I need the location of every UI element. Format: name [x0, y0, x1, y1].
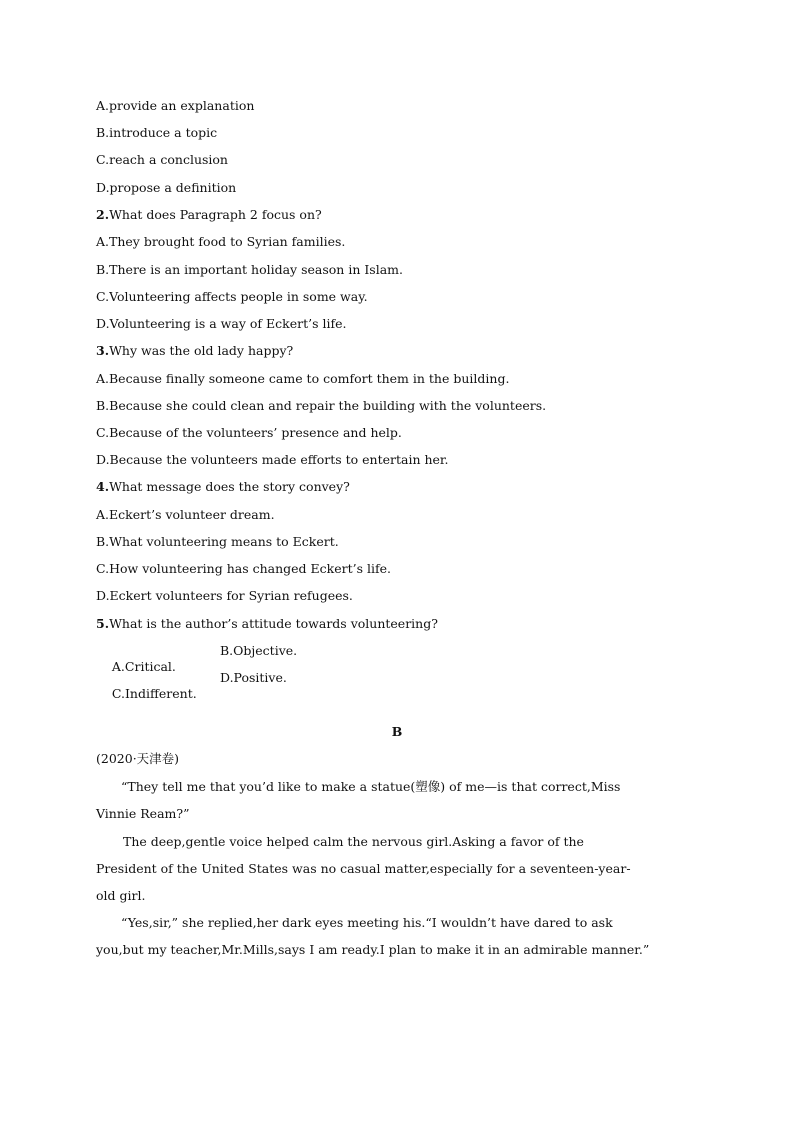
passage-line-3: The deep,gentle voice helped calm the nervous girl.Asking a favor of the: [123, 834, 584, 849]
section-b-source: (2020·天津卷): [96, 751, 180, 766]
q3-number: 3.: [96, 343, 110, 358]
passage-line-7: you,but my teacher,Mr.Mills,says I am ready.I plan to make it in an admirable manner.”: [96, 942, 650, 957]
q3-text: Why was the old lady happy?: [109, 343, 294, 358]
q5-option-d[interactable]: D.Positive.: [220, 670, 287, 685]
q2-option-b[interactable]: B.There is an important holiday season in Islam.: [96, 262, 403, 277]
passage-line-2: Vinnie Ream?”: [96, 806, 190, 821]
q4-option-c[interactable]: C.How volunteering has changed Eckert’s life.: [96, 561, 391, 576]
q5-number: 5.: [96, 616, 110, 631]
section-b-heading: B: [391, 724, 403, 739]
q2-option-a[interactable]: A.They brought food to Syrian families.: [96, 234, 346, 249]
q3-option-d[interactable]: D.Because the volunteers made efforts to entertain her.: [96, 452, 449, 467]
q2-number: 2.: [96, 207, 110, 222]
passage-line-4: President of the United States was no casual matter,especially for a seventeen-year-: [96, 861, 631, 876]
q5-options-row-2: [96, 670, 396, 701]
q5-option-b[interactable]: B.Objective.: [220, 643, 298, 658]
q2-option-c[interactable]: C.Volunteering affects people in some way.: [96, 289, 368, 304]
q5-question: [96, 616, 438, 632]
q3-option-c[interactable]: C.Because of the volunteers’ presence and help.: [96, 425, 402, 440]
passage-line-5: old girl.: [96, 888, 146, 903]
q2-option-d[interactable]: D.Volunteering is a way of Eckert’s life.: [96, 316, 347, 331]
q1-option-d[interactable]: D.propose a definition: [96, 180, 237, 195]
q2-text: What does Paragraph 2 focus on?: [109, 207, 322, 222]
q5-text: What is the author’s attitude towards volunteering?: [109, 616, 438, 631]
q1-option-c[interactable]: C.reach a conclusion: [96, 152, 228, 167]
q5-option-c[interactable]: C.Indifferent.: [111, 686, 197, 701]
q3-option-a[interactable]: A.Because finally someone came to comfort them in the building.: [96, 371, 510, 386]
passage-line-1: “They tell me that you’d like to make a statue(塑像) of me—is that correct,Miss: [121, 779, 621, 794]
q4-option-d[interactable]: D.Eckert volunteers for Syrian refugees.: [96, 588, 353, 603]
q4-number: 4.: [96, 479, 110, 494]
q4-option-a[interactable]: A.Eckert’s volunteer dream.: [96, 507, 275, 522]
q4-text: What message does the story convey?: [109, 479, 350, 494]
q3-question: [96, 343, 293, 359]
q5-options-row-1: [96, 643, 396, 674]
q1-option-b[interactable]: B.introduce a topic: [96, 125, 218, 140]
q4-question: [96, 479, 350, 495]
q3-option-b[interactable]: B.Because she could clean and repair the building with the volunteers.: [96, 398, 547, 413]
passage-line-6: “Yes,sir,” she replied,her dark eyes meeting his.“I wouldn’t have dared to ask: [121, 915, 613, 930]
q1-option-a[interactable]: A.provide an explanation: [96, 98, 255, 113]
q2-question: [96, 207, 322, 223]
q4-option-b[interactable]: B.What volunteering means to Eckert.: [96, 534, 339, 549]
q5-option-a[interactable]: A.Critical.: [111, 659, 176, 674]
